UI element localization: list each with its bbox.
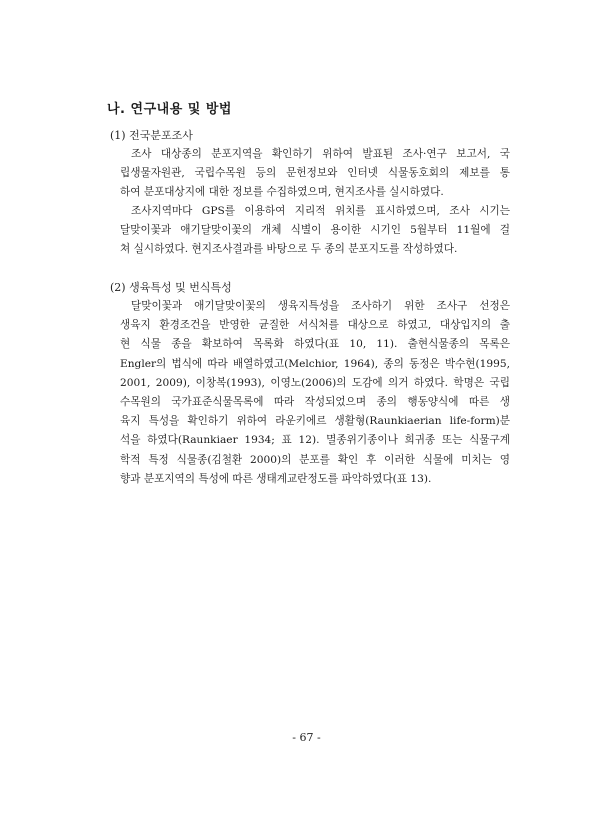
text-line: Engler의 법식에 따라 배열하였고(Melchior, 1964), 종의 동정은 박수현(1995, [120, 357, 510, 370]
page-number: - 67 - [292, 731, 321, 744]
paragraph-distribution-survey-1 [120, 145, 510, 203]
text-line: 석을 하였다(Raunkiaer 1934; 표 12). 멸종위기종이나 희귀종 또는 식물구계 [120, 434, 510, 447]
text-line: 학적 특정 식물종(김철환 2000)의 분포를 확인 후 이러한 식물에 미치는 영 [120, 453, 510, 466]
section-heading: 나. 연구내용 및 방법 [107, 102, 232, 117]
text-line: 2001, 2009), 이창복(1993), 이영노(2006)의 도감에 의거 하였다. 학명은 국립 [120, 376, 510, 389]
text-line: 향과 분포지역의 특성에 따른 생태계교란정도를 파악하였다(표 13). [120, 472, 432, 485]
subsection-title-growth-characteristics: (2) 생육특성 및 번식특성 [110, 281, 232, 294]
text-line: 조사지역마다 GPS를 이용하여 지리적 위치를 표시하였으며, 조사 시기는 [131, 205, 510, 217]
text-line: 수목원의 국가표준식물목록에 따라 작성되었으며 종의 행동양식에 따른 생 [120, 396, 510, 409]
paragraph-growth-characteristics [120, 297, 510, 489]
text-line: 현 식물 종을 확보하여 목록화 하였다(표 10, 11). 출현식물종의 목록은 [120, 338, 510, 351]
text-line: 하여 분포대상지에 대한 정보를 수집하였으며, 현지조사를 실시하였다. [120, 186, 444, 199]
text-line: 육지 특성을 확인하기 위하여 라운키에르 생활형(Raunkiaerian life-form)분 [120, 415, 510, 428]
text-line: 달맞이꽃과 애기달맞이꽃의 개체 식별이 용이한 시기인 5월부터 11월에 걸 [120, 224, 510, 237]
text-line: 쳐 실시하였다. 현지조사결과를 바탕으로 두 종의 분포지도를 작성하였다. [120, 243, 458, 256]
text-line: 조사 대상종의 분포지역을 확인하기 위하여 발표된 조사·연구 보고서, 국 [131, 148, 510, 160]
text-line: 달맞이꽃과 애기달맞이꽃의 생육지특성을 조사하기 위한 조사구 선정은 [131, 300, 510, 312]
paragraph-distribution-survey-2 [120, 202, 510, 260]
text-line: 생육지 환경조건을 반영한 균질한 서식처를 대상으로 하였고, 대상입지의 출 [120, 319, 510, 332]
subsection-title-distribution-survey: (1) 전국분포조사 [110, 129, 193, 142]
text-line: 립생물자원관, 국립수목원 등의 문헌정보와 인터넷 식물동호회의 제보를 통 [120, 167, 510, 180]
